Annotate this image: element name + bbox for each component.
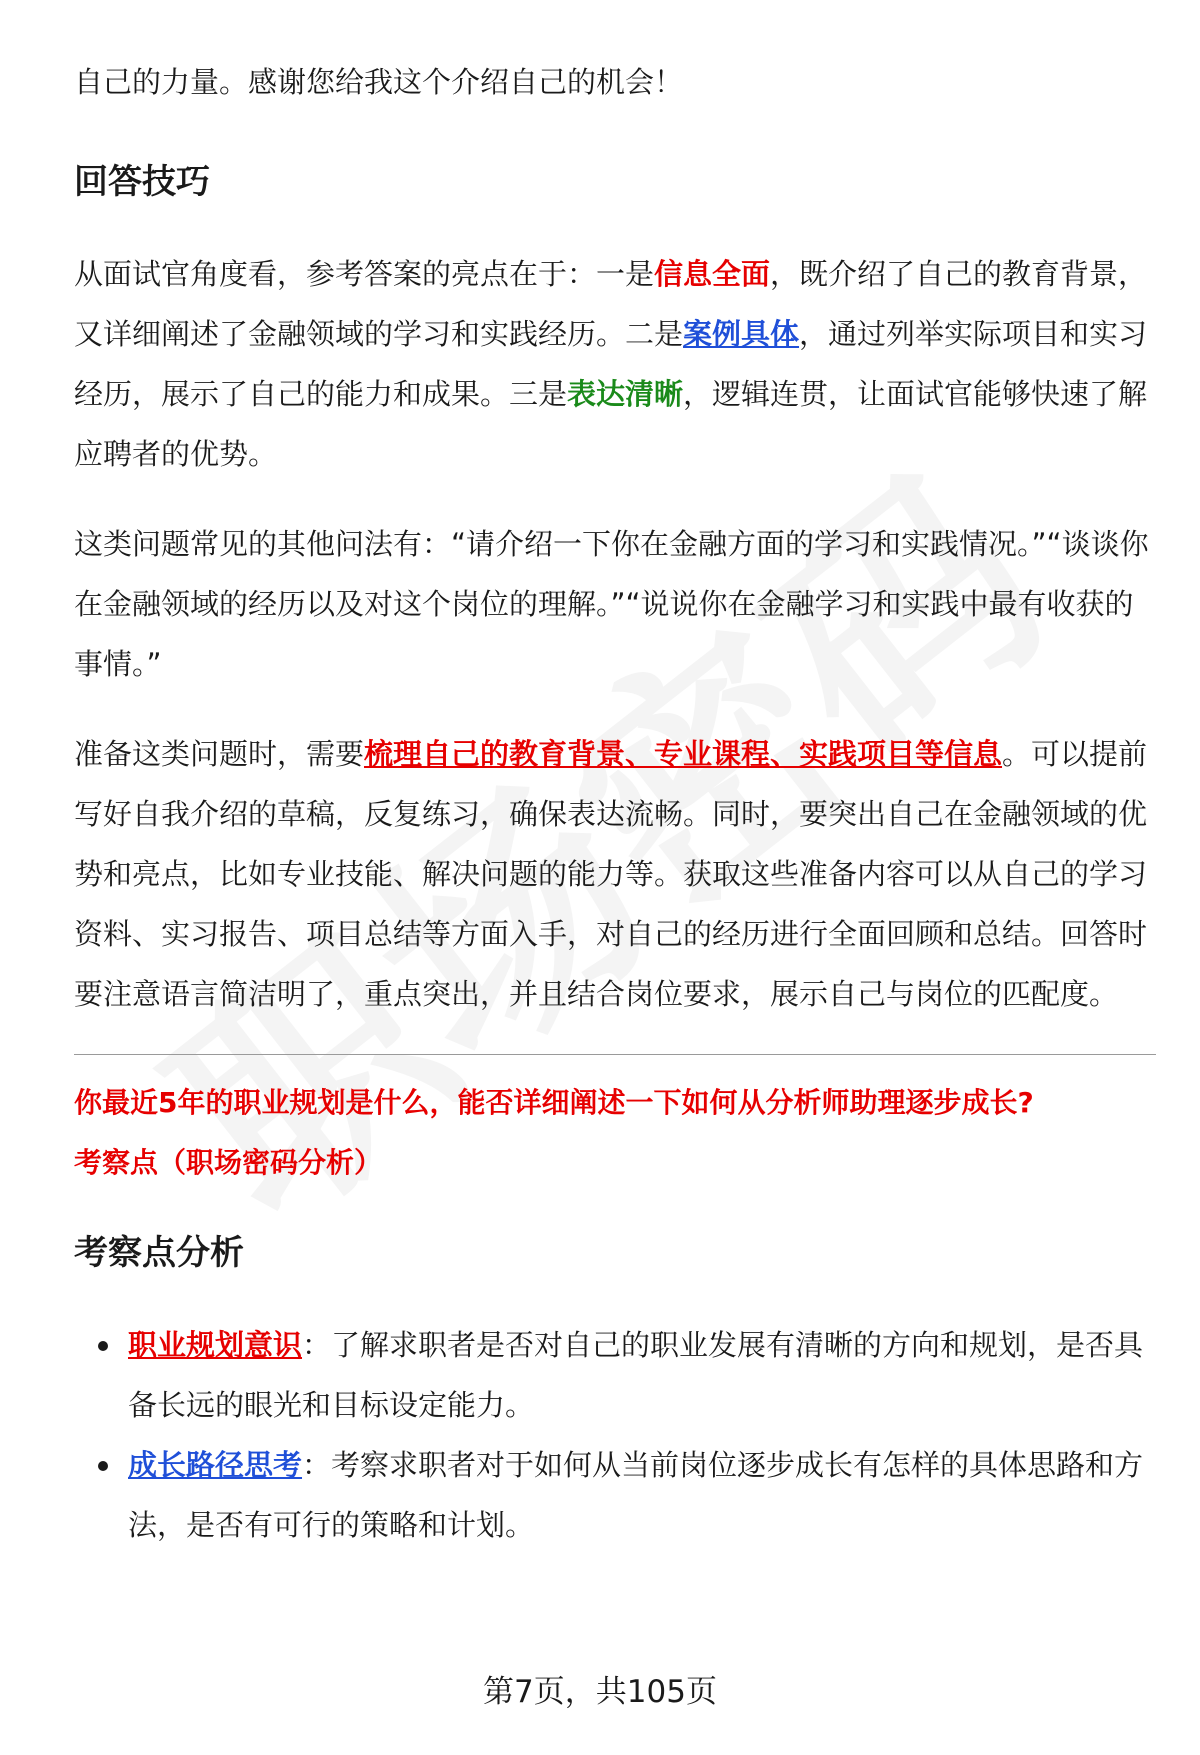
list-item	[128, 1315, 1156, 1435]
lead-text: 自己的力量。感谢您给我这个介绍自己的机会！	[74, 65, 684, 99]
list-item	[128, 1435, 1156, 1555]
highlight-case-specific: 案例具体	[683, 317, 800, 351]
other-questions-paragraph: 这类问题常见的其他问法有：“请介绍一下你在金融方面的学习和实践情况。”“谈谈你在金融领域的经历以及对这个岗位的理解。”“说说你在金融学习和实践中最有收获的事情。”	[74, 527, 1149, 681]
bullet-icon	[98, 1461, 108, 1471]
preparation-paragraph	[74, 724, 1156, 1024]
section-divider	[74, 1054, 1156, 1055]
paragraph-text: 从面试官角度看，参考答案的亮点在于：一是	[74, 257, 655, 291]
paragraph-text: ，逻辑连贯，让面试官能够快速了解应聘者的优势。	[74, 377, 1148, 471]
section-heading-answer-tips: 回答技巧	[74, 162, 210, 202]
highlight-clear-expression: 表达清晰	[567, 377, 684, 411]
paragraph-text: ，既介绍了自己的教育背景，又详细阐述了金融领域的学习和实践经历。二是	[74, 257, 1148, 351]
document-page	[74, 52, 1156, 1555]
question-title: 你最近5年的职业规划是什么，能否详细阐述一下如何从分析师助理逐步成长?	[74, 1086, 1034, 1119]
list-item-text: ：考察求职者对于如何从当前岗位逐步成长有怎样的具体思路和方法，是否有可行的策略和计划。	[128, 1448, 1144, 1542]
question-subtitle: 考察点（职场密码分析）	[74, 1146, 383, 1179]
highlight-info-complete: 信息全面	[654, 257, 771, 291]
section-heading-analysis: 考察点分析	[74, 1233, 244, 1273]
list-item-key: 成长路径思考	[128, 1448, 303, 1482]
list-item-text: ：了解求职者是否对自己的职业发展有清晰的方向和规划，是否具备长远的眼光和目标设定能力。	[128, 1328, 1144, 1422]
list-item-key: 职业规划意识	[128, 1328, 303, 1362]
paragraph-text: 。可以提前写好自我介绍的草稿，反复练习，确保表达流畅。同时，要突出自己在金融领域的优势和亮点，比如专业技能、解决问题的能力等。获取这些准备内容可以从自己的学习资料、实习报告、项目总结等方面入手，对自己的经历进行全面回顾和总结。回答时要注意语言简洁明了，重点突出，并且结合岗位要求，展示自己与岗位的匹配度。	[74, 737, 1148, 1011]
highlight-sort-background: 梳理自己的教育背景、专业课程、实践项目等信息	[364, 737, 1003, 771]
bullet-icon	[98, 1341, 108, 1351]
paragraph-text: ，通过列举实际项目和实习经历，展示了自己的能力和成果。三是	[74, 317, 1148, 411]
answer-tips-paragraph	[74, 244, 1156, 484]
page-number: 第7页，共105页	[483, 1674, 717, 1710]
paragraph-text: 准备这类问题时，需要	[74, 737, 365, 771]
analysis-list	[74, 1315, 1156, 1555]
